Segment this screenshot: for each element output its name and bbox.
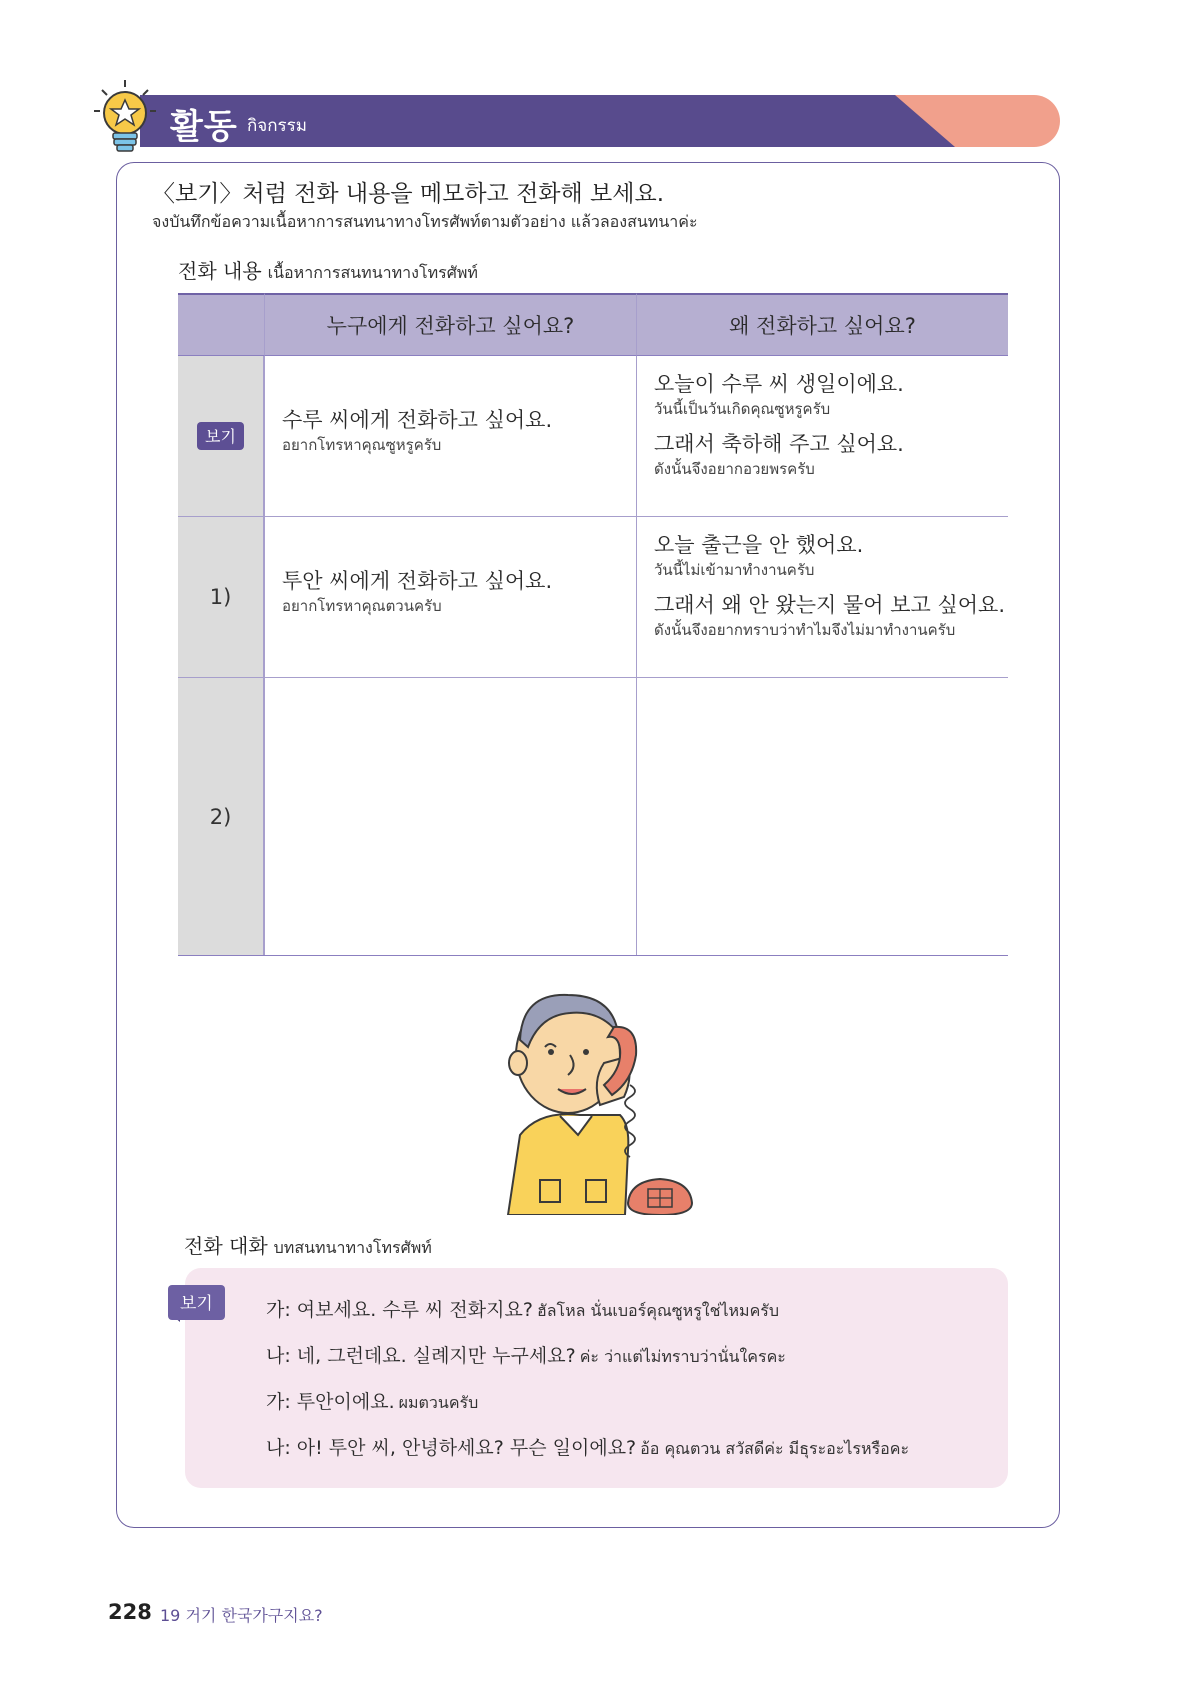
dialogue-line-3-th: ผมตวนครับ: [398, 1393, 479, 1412]
table-header-blank: [178, 293, 264, 356]
dialogue-line-1-ko: 가: 여보세요. 수루 씨 전화지요?: [266, 1299, 533, 1321]
row-label-example: [178, 356, 264, 516]
who-example-ko: 수루 씨에게 전화하고 싶어요.: [282, 408, 553, 432]
dialogue-line-2-th: ค่ะ ว่าแต่ไม่ทราบว่านั่นใครคะ: [579, 1347, 786, 1366]
why-1-line2-th: ดังนั้นจึงอยากทราบว่าทำไมจึงไม่มาทำงานครับ: [654, 621, 956, 639]
table-cell-who-example: [264, 356, 636, 516]
section-call-content-ko: 전화 내용: [178, 259, 262, 283]
section-phone-dialogue-ko: 전화 대화: [184, 1234, 268, 1258]
table-cell-who-1: [264, 517, 636, 677]
why-example-line2-th: ดังนั้นจึงอยากอวยพรครับ: [654, 460, 815, 478]
table-header-who: 누구에게 전화하고 싶어요?: [264, 293, 636, 356]
dialogue-line-2: [266, 1341, 786, 1370]
dialogue-example-badge: 보기: [168, 1285, 225, 1320]
why-1-line1-th: วันนี้ไม่เข้ามาทำงานครับ: [654, 561, 815, 579]
dialogue-line-1-th: ฮัลโหล นั่นเบอร์คุณซูหรูใช่ไหมครับ: [536, 1301, 780, 1320]
dialogue-line-3: [266, 1387, 478, 1416]
banner-subtitle: กิจกรรม: [247, 116, 308, 136]
row-label-1: 1): [178, 517, 264, 677]
lightbulb-star-icon: [92, 78, 158, 158]
call-memo-table: [178, 293, 1008, 956]
who-1-ko: 투안 씨에게 전화하고 싶어요.: [282, 569, 553, 593]
why-example-line2-ko: 그래서 축하해 주고 싶어요.: [654, 432, 904, 456]
table-cell-why-2[interactable]: [636, 678, 1008, 956]
row-label-2: 2): [178, 678, 264, 956]
dialogue-line-3-ko: 가: 투안이에요.: [266, 1391, 395, 1413]
chapter-title: 19 거기 한국가구지요?: [160, 1606, 323, 1625]
table-cell-why-1: [636, 517, 1008, 677]
instruction-thai: จงบันทึกข้อความเนื้อหาการสนทนาทางโทรศัพท์ตามตัวอย่าง แล้วลองสนทนาค่ะ: [152, 212, 698, 231]
table-cell-why-example: [636, 356, 1008, 516]
section-phone-dialogue-th: บทสนทนาทางโทรศัพท์: [273, 1238, 432, 1257]
example-badge: 보기: [197, 422, 244, 450]
dialogue-line-2-ko: 나: 네, 그런데요. 실례지만 누구세요?: [266, 1345, 576, 1367]
page-number: 228: [108, 1600, 152, 1624]
section-call-content-th: เนื้อหาการสนทนาทางโทรศัพท์: [267, 263, 478, 282]
table-bottom-border: [178, 955, 1008, 956]
dialogue-line-4-th: อ้อ คุณตวน สวัสดีค่ะ มีธุระอะไรหรือคะ: [640, 1439, 910, 1458]
who-example-th: อยากโทรหาคุณซูหรูครับ: [282, 436, 442, 454]
why-1-line1-ko: 오늘 출근을 안 했어요.: [654, 533, 864, 557]
dialogue-line-1: [266, 1295, 779, 1324]
instruction-korean: 〈보기〉처럼 전화 내용을 메모하고 전화해 보세요.: [152, 181, 665, 207]
man-on-phone-illustration: [500, 985, 730, 1215]
why-1-line2-ko: 그래서 왜 안 왔는지 물어 보고 싶어요.: [654, 593, 1006, 617]
table-header-why: 왜 전화하고 싶어요?: [636, 293, 1008, 356]
who-1-th: อยากโทรหาคุณตวนครับ: [282, 597, 442, 615]
table-cell-who-2[interactable]: [264, 678, 636, 956]
why-example-line1-th: วันนี้เป็นวันเกิดคุณซูหรูครับ: [654, 400, 831, 418]
banner-title: 활동: [170, 107, 238, 147]
section-phone-dialogue-label: [184, 1230, 432, 1261]
dialogue-line-4-ko: 나: 아! 투안 씨, 안녕하세요? 무슨 일이에요?: [266, 1437, 637, 1459]
section-call-content-label: [178, 255, 478, 286]
section-banner: [140, 95, 1060, 147]
why-example-line1-ko: 오늘이 수루 씨 생일이에요.: [654, 372, 904, 396]
dialogue-line-4: [266, 1433, 909, 1462]
